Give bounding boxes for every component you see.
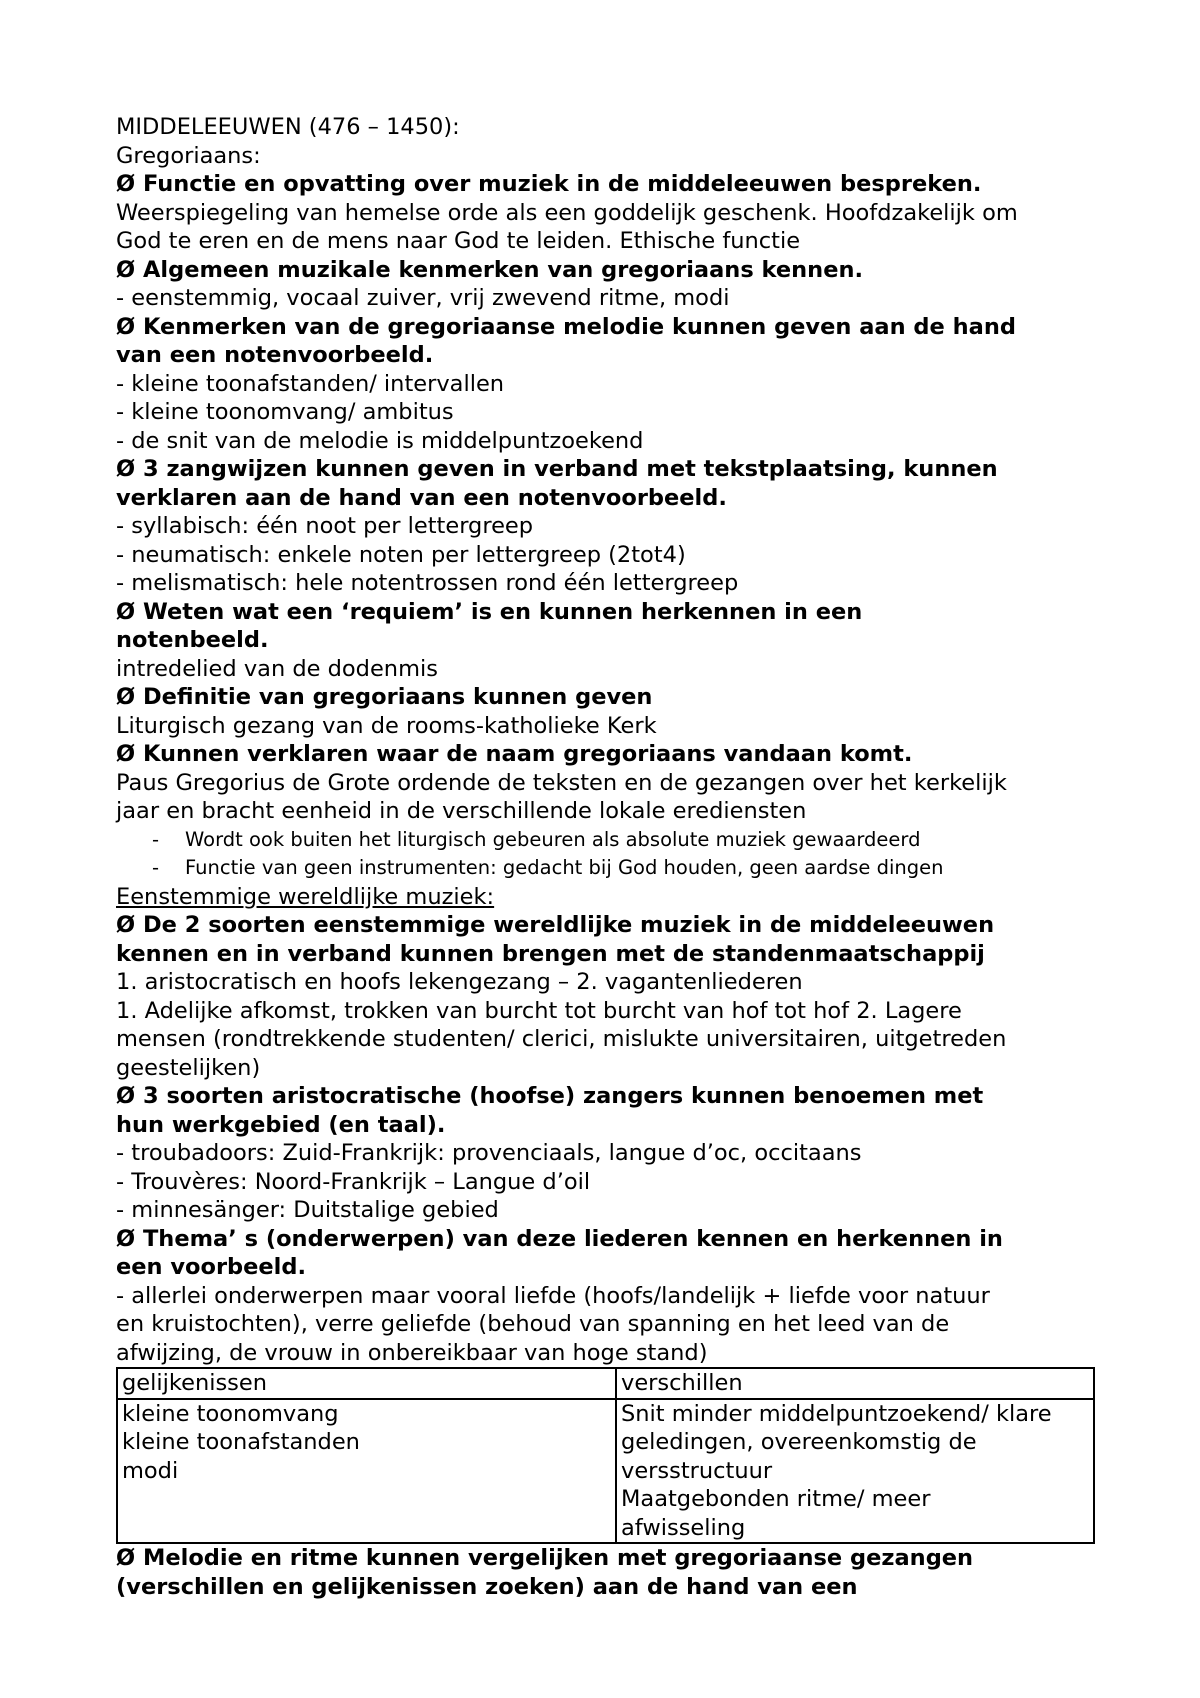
sub-bullet-item — [116, 826, 1100, 855]
question-heading: Ø Functie en opvatting over muziek in de middeleeuwen bespreken. — [116, 171, 982, 197]
text-line: - Trouvères: Noord-Frankrijk – Langue d’oil — [116, 1168, 591, 1195]
question-heading: Ø Weten wat een ‘requiem’ is en kunnen herkennen in een — [116, 598, 863, 625]
question-heading: kennen en in verband kunnen brengen met de standenmaatschappij — [116, 940, 985, 967]
question-heading: een voorbeeld. — [116, 1254, 307, 1280]
question-heading: Ø 3 zangwijzen kunnen geven in verband met tekstplaatsing, kunnen — [116, 456, 998, 482]
text-line: afwijzing, de vrouw in onbereikbaar van hoge stand) — [116, 1339, 708, 1366]
text-line: en kruistochten), verre geliefde (behoud van spanning en het leed van de — [116, 1311, 950, 1337]
text-line: 1. aristocratisch en hoofs lekengezang – 2. vagantenliederen — [116, 969, 803, 995]
text-line: Liturgisch gezang van de rooms-katholieke Kerk — [116, 712, 657, 739]
question-heading: notenbeeld. — [116, 627, 269, 653]
cell-line: afwisseling — [621, 1514, 746, 1541]
text-line: Gregoriaans: — [116, 142, 261, 169]
cell-line: kleine toonafstanden — [122, 1429, 360, 1455]
text-line: mensen (rondtrekkende studenten/ clerici, mislukte universitairen, uitgetreden — [116, 1026, 1007, 1052]
document-body-continued — [116, 1544, 1100, 1601]
question-heading: Ø Kenmerken van de gregoriaanse melodie kunnen geven aan de hand — [116, 313, 1016, 340]
table-header-row — [117, 1368, 1094, 1399]
text-line: - kleine toonomvang/ ambitus — [116, 399, 454, 425]
bullet-dash: - — [152, 827, 160, 851]
cell-line: kleine toonomvang — [122, 1400, 339, 1427]
table-header-verschillen: verschillen — [616, 1368, 1094, 1399]
text-line: - kleine toonafstanden/ intervallen — [116, 370, 505, 397]
question-heading: van een notenvoorbeeld. — [116, 342, 434, 368]
table-header-gelijkenissen: gelijkenissen — [117, 1368, 616, 1399]
question-heading: verklaren aan de hand van een notenvoorbeeld. — [116, 484, 727, 511]
text-line: Paus Gregorius de Grote ordende de teksten en de gezangen over het kerkelijk — [116, 769, 1007, 796]
text-line: Weerspiegeling van hemelse orde als een goddelijk geschenk. Hoofdzakelijk om — [116, 199, 1018, 226]
question-heading: (verschillen en gelijkenissen zoeken) aan de hand van een — [116, 1573, 858, 1600]
text-line: God te eren en de mens naar God te leiden. Ethische functie — [116, 228, 801, 254]
cell-line: modi — [122, 1457, 179, 1484]
text-line: - minnesänger: Duitstalige gebied — [116, 1197, 499, 1223]
sub-bullet-text: Wordt ook buiten het liturgisch gebeuren als absolute muziek gewaardeerd — [185, 827, 921, 851]
table-row — [117, 1399, 1094, 1544]
question-heading: Ø Algemeen muzikale kenmerken van gregoriaans kennen. — [116, 256, 864, 283]
question-heading: Ø Kunnen verklaren waar de naam gregoriaans vandaan komt. — [116, 741, 913, 767]
question-heading: hun werkgebied (en taal). — [116, 1111, 446, 1138]
text-line: - neumatisch: enkele noten per lettergreep (2tot4) — [116, 541, 686, 568]
question-heading: Ø 3 soorten aristocratische (hoofse) zangers kunnen benoemen met — [116, 1083, 984, 1109]
question-heading: Ø Definitie van gregoriaans kunnen geven — [116, 684, 653, 710]
question-heading: Ø De 2 soorten eenstemmige wereldlijke muziek in de middeleeuwen — [116, 912, 995, 938]
cell-line: Maatgebonden ritme/ meer — [621, 1486, 931, 1512]
text-line: geestelijken) — [116, 1054, 261, 1081]
table-cell-verschillen — [616, 1399, 1094, 1544]
sub-bullet-item — [116, 854, 1100, 883]
cell-line: Snit minder middelpuntzoekend/ klare — [621, 1400, 1052, 1427]
comparison-table — [116, 1367, 1095, 1544]
question-heading: Ø Thema’ s (onderwerpen) van deze liederen kennen en herkennen in — [116, 1225, 1003, 1252]
question-heading: Ø Melodie en ritme kunnen vergelijken met gregoriaanse gezangen — [116, 1545, 974, 1571]
text-line: jaar en bracht eenheid in de verschillende lokale erediensten — [116, 798, 807, 824]
text-line: MIDDELEEUWEN (476 – 1450): — [116, 114, 460, 140]
text-line: - allerlei onderwerpen maar vooral liefde (hoofs/landelijk + liefde voor natuur — [116, 1282, 990, 1309]
bullet-dash: - — [152, 856, 160, 879]
document-body — [116, 113, 1100, 1367]
text-line: - syllabisch: één noot per lettergreep — [116, 513, 534, 539]
cell-line: geledingen, overeenkomstig de — [621, 1429, 977, 1455]
text-line: 1. Adelijke afkomst, trokken van burcht tot burcht van hof tot hof 2. Lagere — [116, 997, 962, 1024]
text-line: - eenstemmig, vocaal zuiver, vrij zwevend ritme, modi — [116, 285, 730, 311]
sub-bullet-text: Functie van geen instrumenten: gedacht bij God houden, geen aardse dingen — [185, 856, 944, 879]
table-cell-gelijkenissen — [117, 1399, 616, 1544]
text-line: - troubadoors: Zuid-Frankrijk: provenciaals, langue d’oc, occitaans — [116, 1140, 862, 1166]
text-line: - melismatisch: hele notentrossen rond één lettergreep — [116, 570, 739, 596]
text-line: intredelied van de dodenmis — [116, 655, 438, 682]
text-line: - de snit van de melodie is middelpuntzoekend — [116, 427, 644, 454]
cell-line: versstructuur — [621, 1457, 773, 1484]
section-heading: Eenstemmige wereldlijke muziek: — [116, 883, 495, 910]
